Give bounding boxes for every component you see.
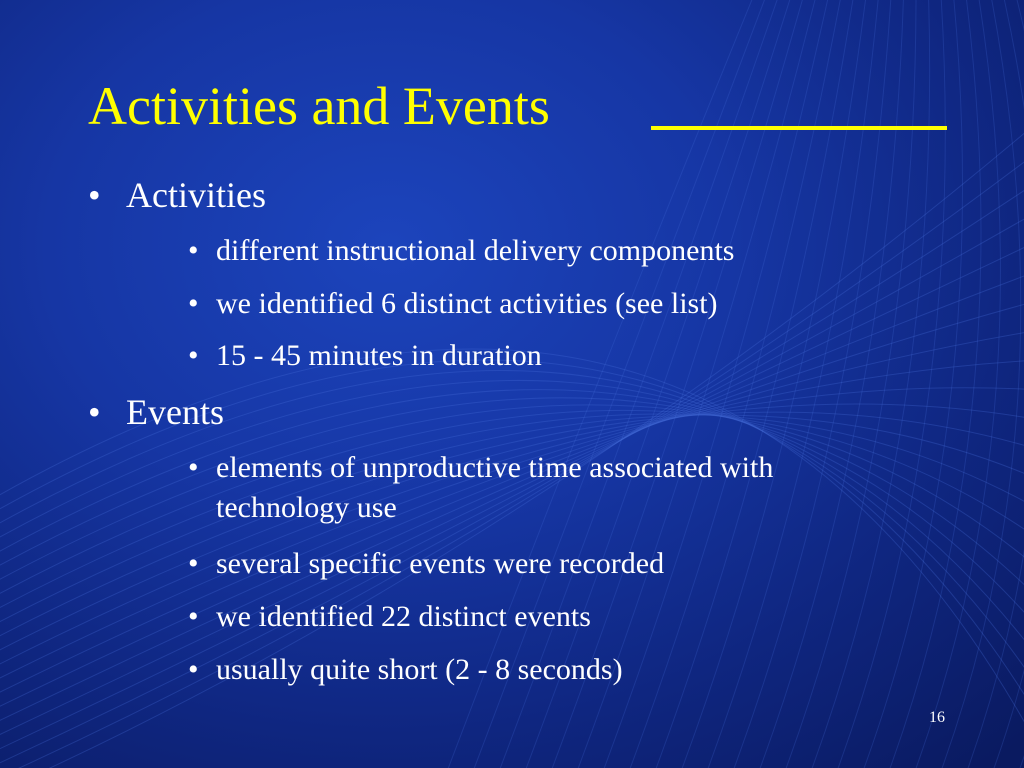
title-underline	[651, 126, 947, 130]
sub-bullet-text: we identified 22 distinct events	[216, 600, 591, 633]
sub-bullet	[188, 336, 542, 376]
sub-bullet	[188, 650, 623, 690]
bullet-glyph: •	[188, 287, 199, 320]
page-number: 16	[929, 709, 945, 726]
bullet-glyph: •	[188, 547, 199, 580]
bullet-glyph: •	[188, 339, 199, 372]
sub-bullet-text: different instructional delivery components	[216, 234, 735, 267]
bullet-glyph: •	[188, 600, 199, 633]
bullet-activities	[88, 174, 266, 216]
bullet-glyph: •	[188, 234, 199, 267]
bullet-events	[88, 391, 224, 433]
sub-bullet-text: 15 - 45 minutes in duration	[216, 339, 542, 372]
bullet-heading: Events	[126, 392, 224, 432]
sub-bullet	[188, 231, 734, 271]
bullet-glyph: •	[88, 392, 101, 432]
sub-bullet	[188, 544, 664, 584]
sub-bullet-text: elements of unproductive time associated with technology use	[216, 451, 774, 524]
bullet-heading: Activities	[126, 175, 266, 215]
sub-bullet	[188, 284, 718, 324]
sub-bullet	[188, 597, 591, 637]
sub-bullet	[188, 448, 876, 528]
bullet-glyph: •	[88, 175, 101, 215]
bullet-glyph: •	[188, 451, 199, 484]
slide-title: Activities and Events	[88, 76, 550, 136]
sub-bullet-text: we identified 6 distinct activities (see list)	[216, 287, 718, 320]
sub-bullet-text: usually quite short (2 - 8 seconds)	[216, 653, 623, 686]
sub-bullet-text: several specific events were recorded	[216, 547, 665, 580]
bullet-glyph: •	[188, 653, 199, 686]
